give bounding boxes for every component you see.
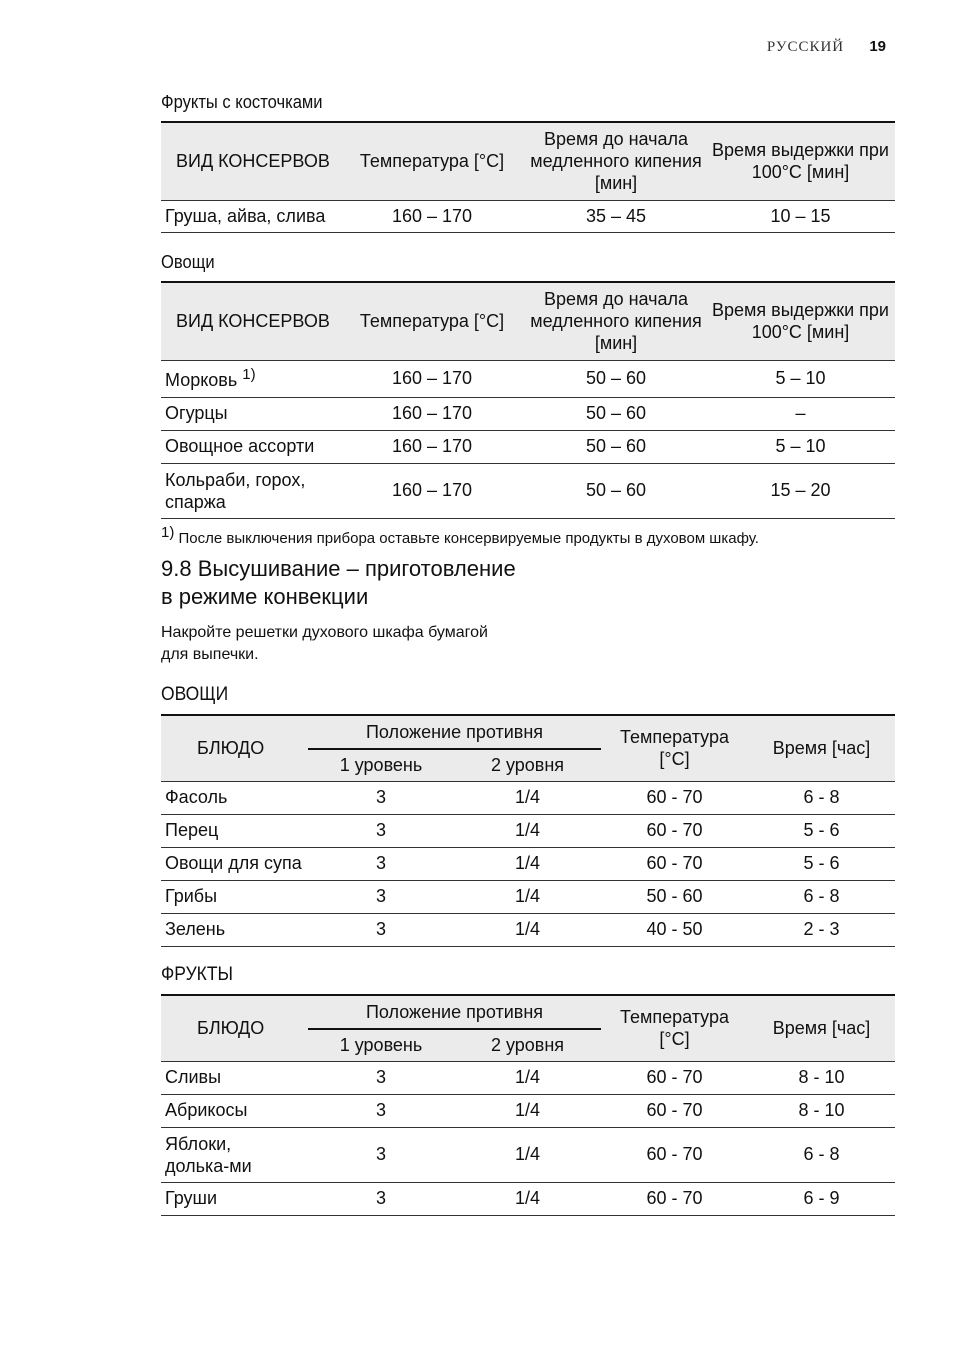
header-dish: БЛЮДО bbox=[161, 995, 308, 1061]
table-row bbox=[161, 360, 895, 397]
row-hold: 10 – 15 bbox=[706, 200, 895, 232]
table-row bbox=[161, 781, 895, 814]
row-temp: 40 - 50 bbox=[601, 913, 748, 946]
row-level2: 1/4 bbox=[454, 1182, 601, 1215]
row-level2: 1/4 bbox=[454, 781, 601, 814]
header-temp: Температура [°C] bbox=[338, 282, 526, 360]
table-row bbox=[161, 1127, 895, 1182]
row-temp: 160 – 170 bbox=[338, 200, 526, 232]
row-name: Овощное ассорти bbox=[161, 430, 338, 463]
row-level1: 3 bbox=[308, 880, 454, 913]
row-boil: 35 – 45 bbox=[526, 200, 706, 232]
table-row bbox=[161, 814, 895, 847]
row-temp: 60 - 70 bbox=[601, 1094, 748, 1127]
header-temp-line2: [°C] bbox=[659, 1029, 690, 1050]
row-hold: 5 – 10 bbox=[706, 430, 895, 463]
row-time: 2 - 3 bbox=[748, 913, 895, 946]
row-temp: 160 – 170 bbox=[338, 397, 526, 430]
section-number: 9.8 bbox=[161, 556, 192, 581]
row-name: Яблоки, долька-ми bbox=[161, 1127, 308, 1182]
row-name: Абрикосы bbox=[161, 1094, 308, 1127]
row-level1: 3 bbox=[308, 847, 454, 880]
header-time: Время [час] bbox=[748, 715, 895, 781]
drying-fruits-section bbox=[161, 964, 895, 986]
row-name: Кольраби, горох, спаржа bbox=[161, 463, 338, 518]
row-time: 5 - 6 bbox=[748, 814, 895, 847]
drying-fruits-table-wrap bbox=[161, 994, 895, 1216]
row-hold: 5 – 10 bbox=[706, 360, 895, 397]
row-level1: 3 bbox=[308, 913, 454, 946]
header-temp-line2: [°C] bbox=[659, 749, 690, 770]
table-row bbox=[161, 397, 895, 430]
row-time: 6 - 8 bbox=[748, 880, 895, 913]
table-header-row bbox=[161, 122, 895, 200]
row-level1: 3 bbox=[308, 1127, 454, 1182]
section-title: ФРУКТЫ bbox=[161, 964, 234, 985]
section-title: ОВОЩИ bbox=[161, 684, 229, 705]
drying-vegetables-table-wrap bbox=[161, 714, 895, 947]
row-temp: 60 - 70 bbox=[601, 781, 748, 814]
footnote bbox=[161, 524, 895, 547]
header-level1: 1 уровень bbox=[308, 749, 454, 781]
footnote-text: После выключения прибора оставьте консервируемые продукты в духовом шкафу. bbox=[178, 530, 759, 547]
row-level2: 1/4 bbox=[454, 1061, 601, 1094]
row-time: 8 - 10 bbox=[748, 1094, 895, 1127]
section-title: Фрукты с косточками bbox=[161, 92, 323, 112]
table-header-row bbox=[161, 715, 895, 749]
row-level1: 3 bbox=[308, 1061, 454, 1094]
row-hold: – bbox=[706, 397, 895, 430]
row-temp: 60 - 70 bbox=[601, 814, 748, 847]
intro-line2: для выпечки. bbox=[161, 646, 259, 663]
stone-fruits-table-wrap bbox=[161, 121, 895, 233]
row-temp: 50 - 60 bbox=[601, 880, 748, 913]
row-boil: 50 – 60 bbox=[526, 463, 706, 518]
section-title: Овощи bbox=[161, 252, 215, 272]
row-time: 6 - 8 bbox=[748, 1127, 895, 1182]
vegetables-canning-table bbox=[161, 281, 895, 519]
header-position: Положение противня bbox=[308, 715, 601, 749]
row-name: Груши bbox=[161, 1182, 308, 1215]
page-number: 19 bbox=[869, 38, 886, 55]
table-header-row bbox=[161, 995, 895, 1029]
table-row bbox=[161, 1061, 895, 1094]
row-name: Овощи для супа bbox=[161, 847, 308, 880]
drying-fruits-table bbox=[161, 994, 895, 1216]
header-boil: Время до начала медленного кипения [мин] bbox=[526, 122, 706, 200]
row-boil: 50 – 60 bbox=[526, 360, 706, 397]
drying-vegetables-section bbox=[161, 684, 895, 706]
row-level2: 1/4 bbox=[454, 1127, 601, 1182]
language-label: РУССКИЙ bbox=[766, 39, 845, 55]
section-title-line2: в режиме конвекции bbox=[161, 584, 369, 609]
section-title-line1: Высушивание – приготовление bbox=[197, 556, 516, 581]
footnote-mark: 1) bbox=[242, 366, 256, 383]
table-row bbox=[161, 1094, 895, 1127]
row-level2: 1/4 bbox=[454, 880, 601, 913]
page-header bbox=[767, 38, 886, 56]
row-level2: 1/4 bbox=[454, 1094, 601, 1127]
row-level1: 3 bbox=[308, 1182, 454, 1215]
header-level2: 2 уровня bbox=[454, 1029, 601, 1061]
header-temp: Температура [°C] bbox=[338, 122, 526, 200]
row-level1: 3 bbox=[308, 814, 454, 847]
header-hold: Время выдержки при 100°C [мин] bbox=[706, 282, 895, 360]
row-boil: 50 – 60 bbox=[526, 397, 706, 430]
footnote-mark: 1) bbox=[161, 524, 175, 541]
row-level1: 3 bbox=[308, 1094, 454, 1127]
row-hold: 15 – 20 bbox=[706, 463, 895, 518]
header-temp-line1: Температура bbox=[619, 1007, 730, 1028]
section-heading bbox=[161, 555, 895, 611]
header-time: Время [час] bbox=[748, 995, 895, 1061]
table-row bbox=[161, 463, 895, 518]
header-type: ВИД КОНСЕРВОВ bbox=[161, 282, 338, 360]
table-row bbox=[161, 913, 895, 946]
header-hold: Время выдержки при 100°C [мин] bbox=[706, 122, 895, 200]
row-temp: 160 – 170 bbox=[338, 430, 526, 463]
row-name bbox=[161, 360, 338, 397]
header-level1: 1 уровень bbox=[308, 1029, 454, 1061]
table-header-row bbox=[161, 282, 895, 360]
row-level2: 1/4 bbox=[454, 847, 601, 880]
row-time: 6 - 8 bbox=[748, 781, 895, 814]
row-name: Сливы bbox=[161, 1061, 308, 1094]
row-name-text: Морковь bbox=[165, 370, 238, 390]
header-level2: 2 уровня bbox=[454, 749, 601, 781]
row-temp: 160 – 170 bbox=[338, 360, 526, 397]
row-name: Зелень bbox=[161, 913, 308, 946]
drying-vegetables-table bbox=[161, 714, 895, 947]
header-type: ВИД КОНСЕРВОВ bbox=[161, 122, 338, 200]
table-row bbox=[161, 430, 895, 463]
header-boil: Время до начала медленного кипения [мин] bbox=[526, 282, 706, 360]
vegetables-canning-table-wrap bbox=[161, 281, 895, 519]
header-position: Положение противня bbox=[308, 995, 601, 1029]
row-time: 5 - 6 bbox=[748, 847, 895, 880]
row-name: Грибы bbox=[161, 880, 308, 913]
row-temp: 60 - 70 bbox=[601, 1061, 748, 1094]
vegetables-canning-section bbox=[161, 252, 895, 273]
stone-fruits-table bbox=[161, 121, 895, 233]
table-row bbox=[161, 200, 895, 232]
table-row bbox=[161, 880, 895, 913]
row-time: 6 - 9 bbox=[748, 1182, 895, 1215]
row-level1: 3 bbox=[308, 781, 454, 814]
row-temp: 60 - 70 bbox=[601, 1182, 748, 1215]
row-level2: 1/4 bbox=[454, 913, 601, 946]
header-dish: БЛЮДО bbox=[161, 715, 308, 781]
header-temp-line1: Температура bbox=[619, 727, 730, 748]
row-name: Огурцы bbox=[161, 397, 338, 430]
row-name: Перец bbox=[161, 814, 308, 847]
stone-fruits-section bbox=[161, 92, 895, 113]
row-time: 8 - 10 bbox=[748, 1061, 895, 1094]
header-temp bbox=[601, 715, 748, 781]
section-intro bbox=[161, 622, 895, 666]
table-row bbox=[161, 1182, 895, 1215]
row-boil: 50 – 60 bbox=[526, 430, 706, 463]
row-name: Фасоль bbox=[161, 781, 308, 814]
row-temp: 60 - 70 bbox=[601, 1127, 748, 1182]
header-temp bbox=[601, 995, 748, 1061]
intro-line1: Накройте решетки духового шкафа бумагой bbox=[161, 624, 488, 641]
row-name: Груша, айва, слива bbox=[161, 200, 338, 232]
row-temp: 60 - 70 bbox=[601, 847, 748, 880]
table-row bbox=[161, 847, 895, 880]
row-temp: 160 – 170 bbox=[338, 463, 526, 518]
row-level2: 1/4 bbox=[454, 814, 601, 847]
